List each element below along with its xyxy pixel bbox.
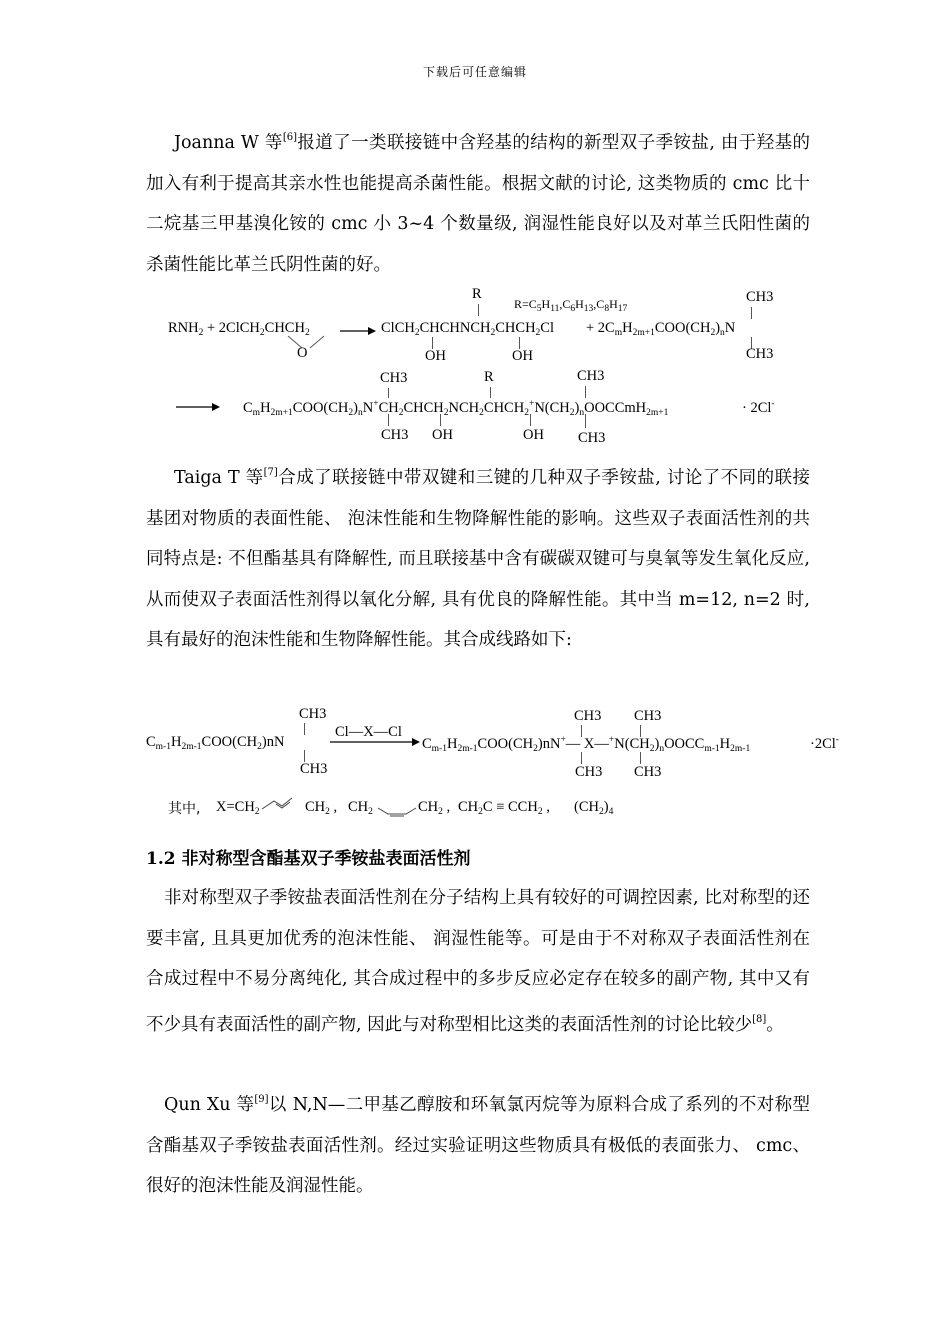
eq2-hydroxyl-2: OH — [523, 427, 544, 443]
eq3-bond — [581, 752, 582, 764]
eq3-product: $C_{m-1}H_{2m-1}COO(CH_2)nN^+—$ $X—^+N(CH_2)_nOOCC_{m-1}H_{2m-1}$ — [422, 735, 751, 754]
eq3-ch3: CH3 — [300, 761, 328, 777]
eq4-double-bond-zigzag — [262, 796, 304, 812]
eq2-bond — [388, 414, 389, 426]
eq1-epoxide-oxygen: O — [297, 345, 308, 361]
eq4-x-trans-alkene: $X=CH_2$ — [216, 799, 260, 817]
eq1-r-label: R — [472, 286, 482, 302]
eq2-bond — [490, 387, 491, 398]
eq2-bond — [530, 414, 531, 426]
eq2-ch3: CH3 — [381, 427, 409, 443]
eq2-bond — [585, 414, 586, 428]
para4-body: 以 N,N—二甲基乙醇胺和环氧氯丙烷等为原料合成了系列的不对称型含酯基双子季铵盐表面活性剂。经过实验证明这些物质具有极低的表面张力、 cmc、 很好的泡沫性能及润湿性能。 — [146, 1095, 810, 1196]
citation-6[interactable]: [6] — [282, 132, 297, 143]
eq2-hydroxyl-1: OH — [432, 427, 453, 443]
citation-9[interactable]: [9] — [254, 1094, 269, 1105]
eq1-ch3-top: CH3 — [746, 289, 774, 305]
eq3-reagent: Cl—X—Cl — [335, 724, 402, 740]
eq1-r-definition: $R=C_5H_{11},C_6H_{13},C_8H_{17}$ — [514, 297, 628, 314]
eq3-counterion: ·2Cl- — [810, 735, 839, 752]
eq2-arrow — [176, 402, 222, 412]
eq1-arrow — [340, 326, 376, 336]
eq1-reactant: $RNH_2$ + $2ClCH_2CHCH_2$ — [168, 320, 310, 338]
eq4-x-cis-end: $CH_2$ , — [418, 799, 451, 817]
eq3-bond — [640, 752, 641, 764]
eq2-r-label: R — [484, 369, 494, 385]
section-heading-1-2: 1.2 非对称型含酯基双子季铵盐表面活性剂 — [146, 849, 471, 869]
para3-body: 非对称型双子季铵盐表面活性剂在分子结构上具有较好的可调控因素, 比对称型的还要丰富, 且具更加优秀的泡沫性能、 润湿性能等。可是由于不对称双子表面活性剂在合成过程中不易分离纯化, 其合成过程中的多步反应必定存在较多的副产物, 其中又有不少具有表面活性的副产物, 因此与对称型相比这类的表面活性剂的讨论比较少 — [146, 888, 810, 1035]
paragraph-asymmetric — [146, 878, 810, 1045]
page-header: 下载后可任意编辑 — [422, 65, 527, 79]
eq2-counterion: · 2Cl- — [742, 399, 775, 416]
eq4-x-butyl: $(CH_2)_4$ — [574, 799, 614, 817]
citation-7[interactable]: [7] — [263, 467, 278, 478]
eq1-ch3-bottom: CH3 — [746, 346, 774, 362]
eq3-ch3: CH3 — [575, 764, 603, 780]
eq2-product: $C_mH_{2m+1}COO(CH_2)_nN^+CH_2CHCH_2NCH_2CHCH_2^+N(CH_2)_nOOCCmH_{2m+1}$ — [243, 399, 669, 418]
eq4-x-alkyne: $CH_2C \equiv CCH_2$ , — [458, 799, 550, 817]
eq1-hydroxyl-2: OH — [512, 348, 533, 364]
eq2-ch3: CH3 — [577, 368, 605, 384]
eq2-bond — [585, 386, 586, 398]
eq1-bond — [478, 304, 479, 316]
paragraph-joanna — [146, 118, 810, 285]
eq4-x-trans-end: $CH_2$ , — [305, 799, 338, 817]
eq3-ch3: CH3 — [299, 706, 327, 722]
eq3-arrow — [330, 737, 422, 747]
eq2-bond — [388, 388, 389, 398]
eq3-ch3: CH3 — [574, 708, 602, 724]
eq4-x-cis-alkene: $CH_2$ — [348, 799, 373, 817]
eq4-cis-bond — [378, 806, 418, 818]
para3-end: 。 — [766, 1014, 784, 1035]
paragraph-taiga — [146, 453, 810, 661]
para2-body: 合成了联接链中带双键和三键的几种双子季铵盐, 讨论了不同的联接基团对物质的表面性能、 泡沫性能和生物降解性能的影响。这些双子表面活性剂的共同特点是: 不但酯基具有降解性, 而且联接基中含有碳碳双键可与臭氧等发生氧化反应, 从而使双子表面活性剂得以氧化分解, 具有优良的降解性能。其中当 m=12, n=2 时, 具有最好的泡沫性能和生物降解性能。其合成线路如下: — [146, 468, 811, 650]
paragraph-qun-xu — [146, 1080, 810, 1207]
eq3-ch3: CH3 — [634, 764, 662, 780]
eq3-bond — [304, 723, 305, 735]
eq1-bond — [751, 307, 752, 319]
eq4-prefix: 其中, — [168, 801, 201, 817]
eq3-ch3: CH3 — [634, 708, 662, 724]
eq1-intermediate: $ClCH_2CHCHNCH_2CHCH_2Cl$ — [381, 320, 554, 338]
eq1-reagent: + $2C_mH_{2m+1}COO(CH_2)_nN$ — [586, 320, 736, 338]
eq2-bond — [440, 414, 441, 426]
eq2-ch3: CH3 — [578, 430, 606, 446]
eq3-reactant: $C_{m-1}H_{2m-1}COO(CH_2)nN$ — [146, 734, 285, 752]
para1-lead: Joanna W 等 — [174, 133, 283, 153]
para1-body: 报道了一类联接链中含羟基的结构的新型双子季铵盐, 由于羟基的加入有利于提高其亲水性也能提高杀菌性能。根据文献的讨论, 这类物质的 cmc 比十二烷基三甲基溴化铵的 cmc 小 3~4 个数量级, 润湿性能良好以及对革兰氏阳性菌的杀菌性能比革兰氏阴性菌的好。 — [146, 133, 811, 275]
eq2-ch3: CH3 — [380, 370, 408, 386]
para2-lead: Taiga T 等 — [174, 468, 264, 488]
citation-8[interactable]: [8] — [752, 1013, 767, 1025]
para4-lead: Qun Xu 等 — [164, 1095, 255, 1115]
eq1-hydroxyl-1: OH — [425, 348, 446, 364]
